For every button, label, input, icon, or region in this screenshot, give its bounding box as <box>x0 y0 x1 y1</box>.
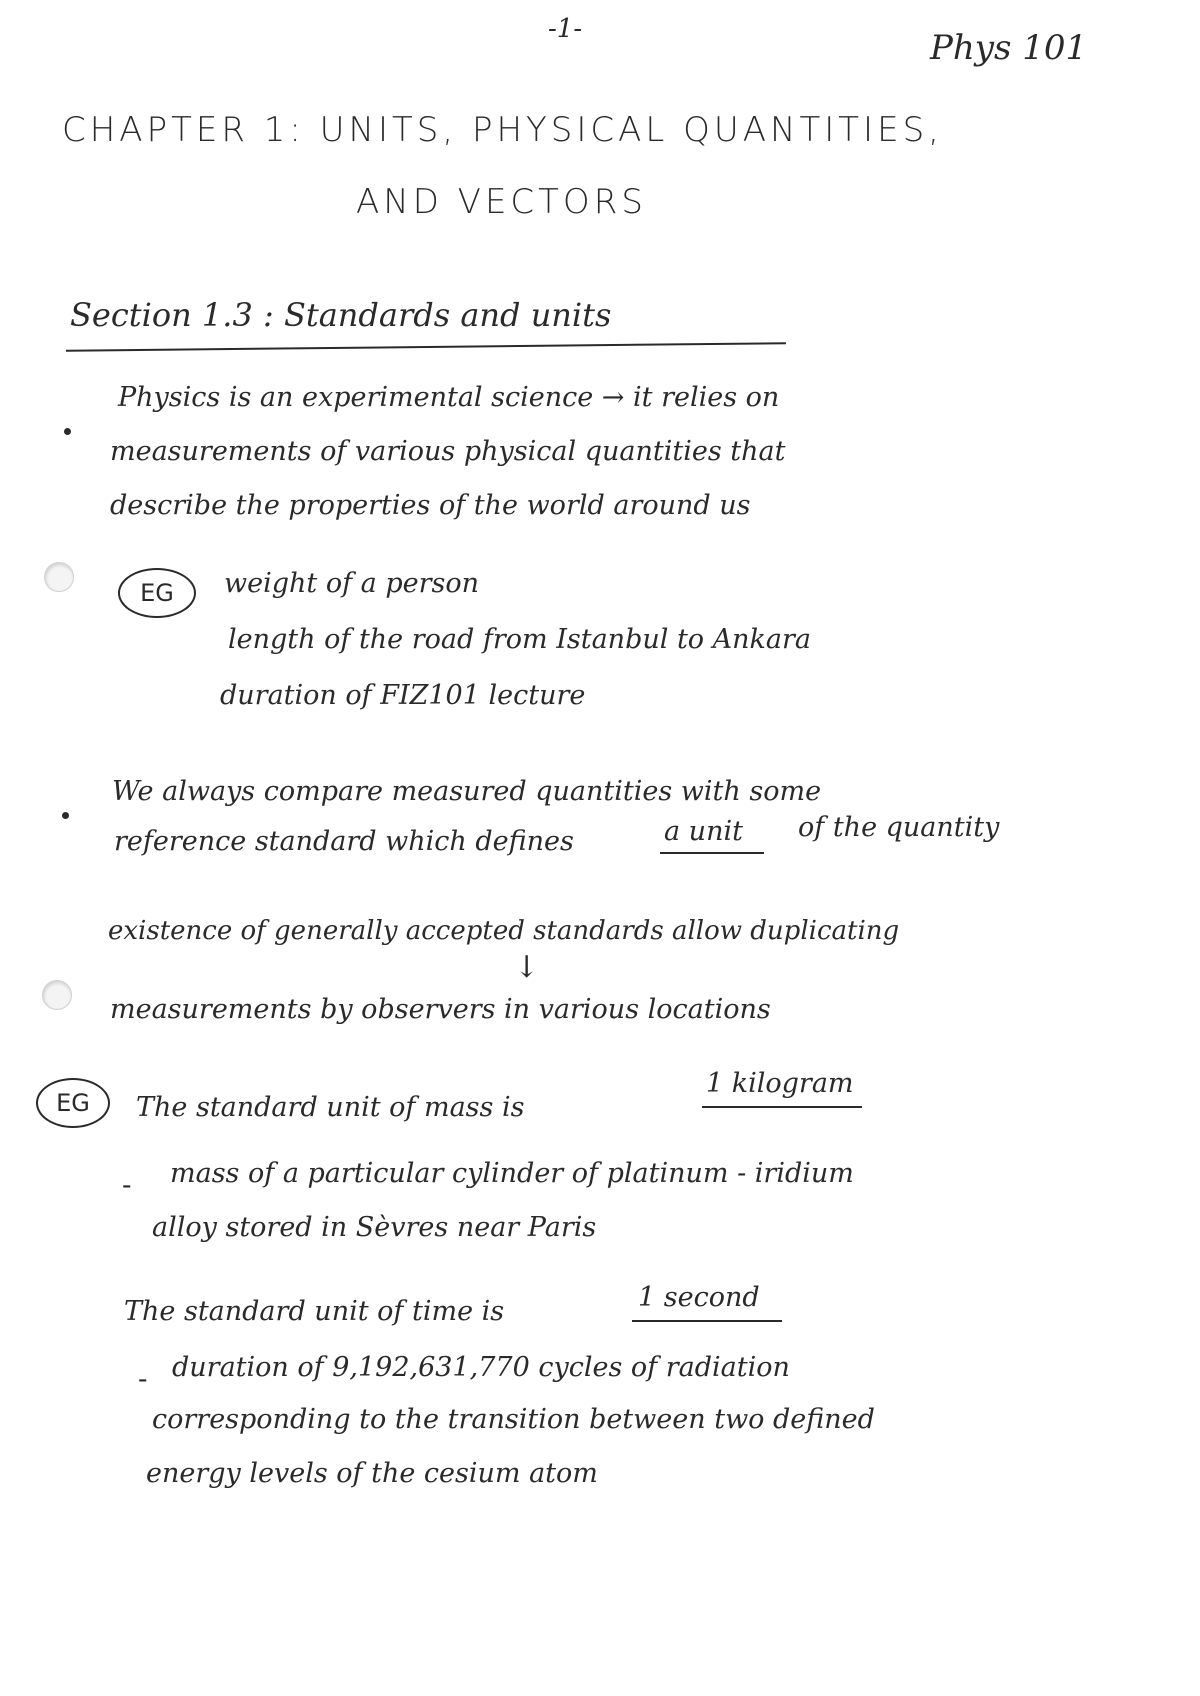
mass-standard-line: The standard unit of mass is <box>136 1092 525 1123</box>
para2-line1: We always compare measured quantities with some <box>112 776 822 807</box>
page-number: -1- <box>548 14 583 44</box>
course-label: Phys 101 <box>930 28 1088 68</box>
eg1-line3: duration of FIZ101 lecture <box>220 680 586 711</box>
chapter-title-line1: CHAPTER 1: UNITS, PHYSICAL QUANTITIES, <box>62 110 943 150</box>
second-term: 1 second <box>638 1282 760 1313</box>
para1-line1: Physics is an experimental science → it relies on <box>118 382 780 413</box>
second-underline <box>632 1320 782 1322</box>
eg-circle-label: EG <box>36 1078 110 1128</box>
time-detail-line3: energy levels of the cesium atom <box>146 1458 598 1489</box>
kilogram-underline <box>702 1106 862 1108</box>
unit-term: a unit <box>664 816 743 847</box>
mass-detail-line2: alloy stored in Sèvres near Paris <box>152 1212 597 1243</box>
para1-line2: measurements of various physical quantities that <box>110 436 786 467</box>
section-underline <box>66 342 786 352</box>
para3-line2: measurements by observers in various locations <box>110 994 771 1025</box>
kilogram-term: 1 kilogram <box>706 1068 854 1099</box>
eg1-line1: weight of a person <box>224 568 480 599</box>
unit-underline <box>660 852 764 854</box>
time-detail-line2: corresponding to the transition between two defined <box>152 1404 875 1435</box>
list-dash: - <box>122 1168 132 1201</box>
down-arrow-icon: ↓ <box>514 950 540 985</box>
para3-line1: existence of generally accepted standards allow duplicating <box>108 916 900 946</box>
time-detail-line1: duration of 9,192,631,770 cycles of radiation <box>172 1352 790 1383</box>
time-standard-line: The standard unit of time is <box>124 1296 505 1327</box>
bullet-dot <box>62 812 69 819</box>
punch-hole <box>44 562 74 592</box>
para2-line2-end: of the quantity <box>798 812 1000 843</box>
mass-detail-line1: mass of a particular cylinder of platinum - iridium <box>170 1158 854 1189</box>
section-title: Section 1.3 : Standards and units <box>70 296 612 334</box>
punch-hole <box>42 980 72 1010</box>
para2-line2-start: reference standard which defines <box>114 826 574 857</box>
bullet-dot <box>64 428 71 435</box>
chapter-title-line2: AND VECTORS <box>356 182 647 222</box>
eg1-line2: length of the road from Istanbul to Ankara <box>228 624 811 655</box>
eg-circle-label: EG <box>118 568 196 618</box>
para1-line3: describe the properties of the world around us <box>110 490 751 521</box>
list-dash: - <box>138 1362 148 1395</box>
